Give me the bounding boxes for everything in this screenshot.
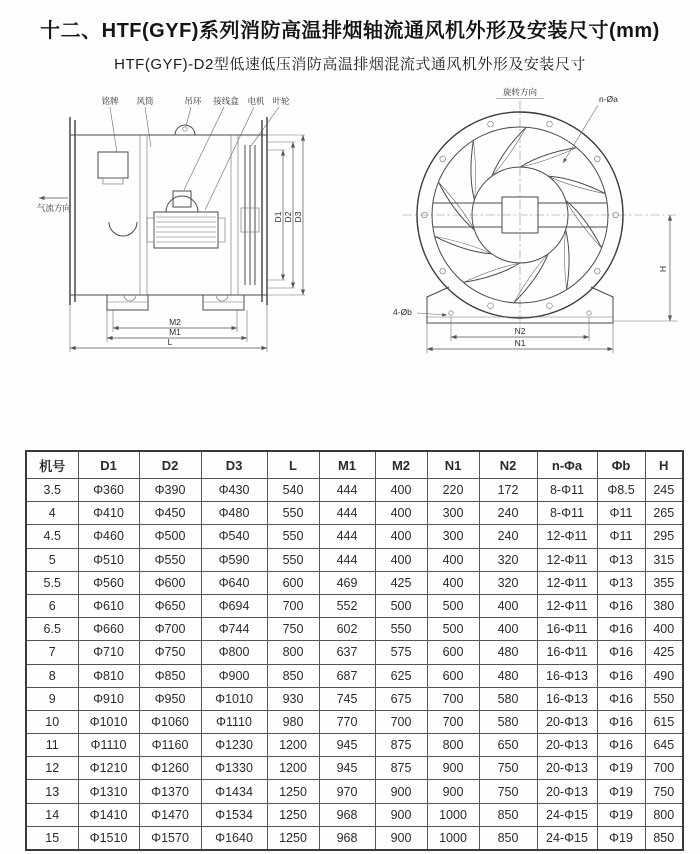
rotation-label: 旋转方向 [502,87,538,97]
table-cell: 540 [267,479,319,502]
casing-outline [70,117,267,305]
motor-dome [166,196,198,212]
table-cell: 355 [645,571,683,594]
table-cell: 900 [427,757,479,780]
table-cell: Φ1534 [201,803,267,826]
table-cell: 1250 [267,780,319,803]
table-row [26,548,683,571]
table-cell: Φ500 [139,525,201,548]
table-row [26,734,683,757]
table-cell: 1250 [267,803,319,826]
table-cell: Φ710 [78,641,139,664]
table-cell: 13 [26,780,78,803]
table-cell: 24-Φ15 [537,803,597,826]
dim-label-n2: N2 [514,326,526,336]
centerlines [403,101,677,331]
table-cell: 750 [267,618,319,641]
motor-endcap-left [147,218,154,242]
col-header-m2: M2 [375,451,427,479]
table-cell: Φ19 [597,803,645,826]
table-cell: Φ13 [597,548,645,571]
table-cell: 469 [319,571,375,594]
table-cell: 1250 [267,826,319,850]
leader-lines [110,107,279,210]
table-cell: 5.5 [26,571,78,594]
table-cell: 14 [26,803,78,826]
table-cell: 850 [267,664,319,687]
table-cell: Φ1230 [201,734,267,757]
table-cell: 220 [427,479,479,502]
table-cell: Φ950 [139,687,201,710]
table-cell: Φ744 [201,618,267,641]
table-cell: 12-Φ11 [537,548,597,571]
table-cell: 6 [26,594,78,617]
motor-fins [156,217,216,242]
table-row [26,780,683,803]
table-cell: Φ640 [201,571,267,594]
table-cell: 320 [479,571,537,594]
table-cell: 295 [645,525,683,548]
table-cell: Φ16 [597,641,645,664]
table-cell: 16-Φ11 [537,618,597,641]
table-cell: Φ1310 [78,780,139,803]
table-row [26,664,683,687]
table-cell: 12 [26,757,78,780]
table-cell: Φ1010 [201,687,267,710]
table-cell: 745 [319,687,375,710]
table-cell: 637 [319,641,375,664]
table-cell: 1200 [267,757,319,780]
table-cell: 770 [319,710,375,733]
table-cell: 400 [375,548,427,571]
table-row [26,803,683,826]
table-row [26,710,683,733]
col-header-n1: N1 [427,451,479,479]
label-impeller: 叶轮 [272,96,290,106]
table-cell: Φ1370 [139,780,201,803]
flange-bolts-label: n-Øa [599,94,618,104]
table-cell: 490 [645,664,683,687]
lifting-ring-eye [183,127,187,131]
table-cell: Φ550 [139,548,201,571]
table-cell: Φ410 [78,502,139,525]
table-cell: Φ600 [139,571,201,594]
table-cell: 650 [479,734,537,757]
table-cell: 15 [26,826,78,850]
table-cell: 16-Φ13 [537,664,597,687]
table-row [26,479,683,502]
foot-right [203,295,244,310]
table-cell: 20-Φ13 [537,734,597,757]
table-cell: 500 [375,594,427,617]
table-cell: 550 [645,687,683,710]
table-header-row [26,451,683,479]
table-cell: Φ700 [139,618,201,641]
table-cell: 400 [479,618,537,641]
table-cell: Φ1010 [78,710,139,733]
table-cell: Φ650 [139,594,201,617]
table-cell: 750 [479,757,537,780]
table-cell: 240 [479,525,537,548]
table-cell: 900 [427,780,479,803]
table-cell: Φ1160 [139,734,201,757]
table-cell: 602 [319,618,375,641]
table-cell: Φ16 [597,594,645,617]
table-row [26,757,683,780]
table-cell: 480 [479,641,537,664]
impeller [245,145,255,285]
table-cell: 700 [427,687,479,710]
table-cell: 625 [375,664,427,687]
table-cell: 550 [267,525,319,548]
table-cell: 900 [375,826,427,850]
label-nameplate: 铭牌 [101,96,119,106]
table-cell: 945 [319,757,375,780]
table-cell: 425 [645,641,683,664]
table-cell: Φ13 [597,571,645,594]
dim-label-m1: M1 [169,327,181,337]
nameplate-tab [103,178,123,184]
table-cell: Φ540 [201,525,267,548]
col-header-model: 机号 [26,451,78,479]
table-row [26,641,683,664]
table-cell: 400 [375,502,427,525]
table-cell: 968 [319,826,375,850]
table-cell: Φ510 [78,548,139,571]
table-cell: 20-Φ13 [537,757,597,780]
table-cell: 240 [479,502,537,525]
table-cell: 400 [375,525,427,548]
junction-box [173,191,191,207]
dim-label-m2: M2 [169,317,181,327]
table-cell: 687 [319,664,375,687]
table-cell: 11 [26,734,78,757]
table-cell: 444 [319,479,375,502]
table-cell: Φ1260 [139,757,201,780]
table-row [26,594,683,617]
table-cell: 750 [479,780,537,803]
label-junction-box: 接线盒 [213,96,239,106]
table-cell: Φ750 [139,641,201,664]
table-cell: Φ590 [201,548,267,571]
table-cell: 600 [267,571,319,594]
table-cell: 315 [645,548,683,571]
table-cell: 970 [319,780,375,803]
section-lines [140,135,238,295]
table-cell: 400 [645,618,683,641]
table-cell: 300 [427,502,479,525]
table-row [26,826,683,850]
table-cell: Φ16 [597,618,645,641]
table-cell: 968 [319,803,375,826]
table-cell: 16-Φ13 [537,687,597,710]
col-header-phib: Φb [597,451,645,479]
table-cell: 320 [479,548,537,571]
col-header-na: n-Φa [537,451,597,479]
dim-label-d2: D2 [283,211,293,223]
table-cell: Φ850 [139,664,201,687]
table-cell: 700 [645,757,683,780]
page-subtitle: HTF(GYF)-D2型低速低压消防高温排烟混流式通风机外形及安装尺寸 [114,56,586,73]
col-header-m1: M1 [319,451,375,479]
table-cell: Φ1510 [78,826,139,850]
table-cell: 12-Φ11 [537,525,597,548]
dim-label-l: L [167,337,173,347]
col-header-h: H [645,451,683,479]
table-cell: 675 [375,687,427,710]
side-view-drawing [35,90,335,368]
table-cell: 480 [479,664,537,687]
airflow-label: 气流方向 [36,203,72,213]
table-cell: 700 [427,710,479,733]
front-view-drawing [385,85,695,370]
table-cell: Φ800 [201,641,267,664]
table-cell: Φ19 [597,757,645,780]
table-cell: 12-Φ11 [537,594,597,617]
table-cell: 4 [26,502,78,525]
table-cell: Φ11 [597,525,645,548]
table-cell: 1000 [427,826,479,850]
table-cell: 600 [427,641,479,664]
table-cell: 600 [427,664,479,687]
table-cell: Φ8.5 [597,479,645,502]
table-cell: 300 [427,525,479,548]
table-cell: Φ19 [597,826,645,850]
table-cell: 875 [375,734,427,757]
table-cell: Φ19 [597,780,645,803]
dimension-table [25,450,684,851]
table-cell: 550 [375,618,427,641]
table-row [26,525,683,548]
table-cell: 425 [375,571,427,594]
table-row [26,571,683,594]
table-row [26,618,683,641]
table-cell: 6.5 [26,618,78,641]
table-cell: 850 [479,803,537,826]
table-cell: Φ1060 [139,710,201,733]
casing-top-bottom [70,135,267,295]
page-title: 十二、HTF(GYF)系列消防高温排烟轴流通风机外形及安装尺寸(mm) [40,20,660,42]
inlet-bell [109,222,137,236]
table-cell: 800 [645,803,683,826]
table-cell: 24-Φ15 [537,826,597,850]
col-header-l: L [267,451,319,479]
table-cell: 400 [375,479,427,502]
table-cell: 800 [267,641,319,664]
table-cell: 444 [319,525,375,548]
nameplate [98,152,128,178]
table-cell: 444 [319,548,375,571]
col-header-d1: D1 [78,451,139,479]
table-cell: 245 [645,479,683,502]
dim-label-d3: D3 [293,211,303,223]
table-cell: 700 [267,594,319,617]
table-cell: 550 [267,502,319,525]
table-cell: Φ1210 [78,757,139,780]
foot-notches [124,295,228,301]
col-header-d2: D2 [139,451,201,479]
motor [154,212,218,248]
table-cell: Φ910 [78,687,139,710]
dim-label-n1: N1 [514,338,526,348]
table-cell: Φ16 [597,687,645,710]
table-cell: 5 [26,548,78,571]
table-cell: 3.5 [26,479,78,502]
table-cell: 930 [267,687,319,710]
table-cell: Φ450 [139,502,201,525]
table-cell: Φ430 [201,479,267,502]
table-cell: 8-Φ11 [537,479,597,502]
table-cell: Φ610 [78,594,139,617]
table-cell: Φ1470 [139,803,201,826]
table-cell: 980 [267,710,319,733]
table-cell: Φ1640 [201,826,267,850]
table-cell: 500 [427,618,479,641]
table-cell: 900 [375,803,427,826]
table-cell: Φ390 [139,479,201,502]
foot-left [107,295,148,310]
table-cell: 10 [26,710,78,733]
table-cell: 552 [319,594,375,617]
table-cell: 550 [267,548,319,571]
table-cell: 645 [645,734,683,757]
table-cell: Φ1410 [78,803,139,826]
table-cell: 8-Φ11 [537,502,597,525]
table-cell: Φ1570 [139,826,201,850]
table-cell: 580 [479,710,537,733]
motor-endcap-right [218,218,225,242]
table-cell: Φ1110 [201,710,267,733]
table-cell: Φ11 [597,502,645,525]
label-duct: 风筒 [136,96,154,106]
table-cell: 945 [319,734,375,757]
table-cell: Φ1110 [78,734,139,757]
col-header-n2: N2 [479,451,537,479]
base-bolt-right [587,311,591,315]
table-cell: 172 [479,479,537,502]
dim-label-d1: D1 [273,211,283,223]
table-cell: Φ810 [78,664,139,687]
table-cell: 850 [645,826,683,850]
table-cell: 615 [645,710,683,733]
table-cell: Φ16 [597,734,645,757]
table-cell: 400 [479,594,537,617]
label-lifting-ring: 吊环 [184,96,202,106]
table-cell: 400 [427,571,479,594]
table-cell: 1200 [267,734,319,757]
base-bolt-left [449,311,453,315]
table-cell: Φ16 [597,710,645,733]
table-cell: 800 [427,734,479,757]
table-cell: Φ16 [597,664,645,687]
table-cell: Φ694 [201,594,267,617]
base-bolts-label: 4-Øb [393,307,412,317]
table-cell: Φ360 [78,479,139,502]
table-cell: 16-Φ11 [537,641,597,664]
table-cell: 750 [645,780,683,803]
table-cell: Φ660 [78,618,139,641]
table-cell: 8 [26,664,78,687]
table-cell: 7 [26,641,78,664]
table-cell: 850 [479,826,537,850]
table-row [26,502,683,525]
table-cell: Φ460 [78,525,139,548]
table-cell: Φ480 [201,502,267,525]
label-motor: 电机 [247,96,265,106]
table-cell: 20-Φ13 [537,780,597,803]
table-cell: 700 [375,710,427,733]
table-cell: 580 [479,687,537,710]
table-cell: Φ900 [201,664,267,687]
dim-label-h: H [658,265,668,273]
table-cell: 900 [375,780,427,803]
table-cell: 9 [26,687,78,710]
table-body [26,479,683,851]
col-header-d3: D3 [201,451,267,479]
table-cell: 4.5 [26,525,78,548]
table-cell: 20-Φ13 [537,710,597,733]
table-cell: 500 [427,594,479,617]
table-row [26,687,683,710]
table-cell: Φ560 [78,571,139,594]
base-bolts-leader [417,313,447,315]
table-cell: 265 [645,502,683,525]
table-cell: 12-Φ11 [537,571,597,594]
table-cell: 1000 [427,803,479,826]
flange-bolts-leader [563,105,598,163]
table-cell: Φ1434 [201,780,267,803]
table-cell: 575 [375,641,427,664]
table-cell: 400 [427,548,479,571]
table-cell: Φ1330 [201,757,267,780]
table-cell: 875 [375,757,427,780]
table-cell: 380 [645,594,683,617]
table-cell: 444 [319,502,375,525]
